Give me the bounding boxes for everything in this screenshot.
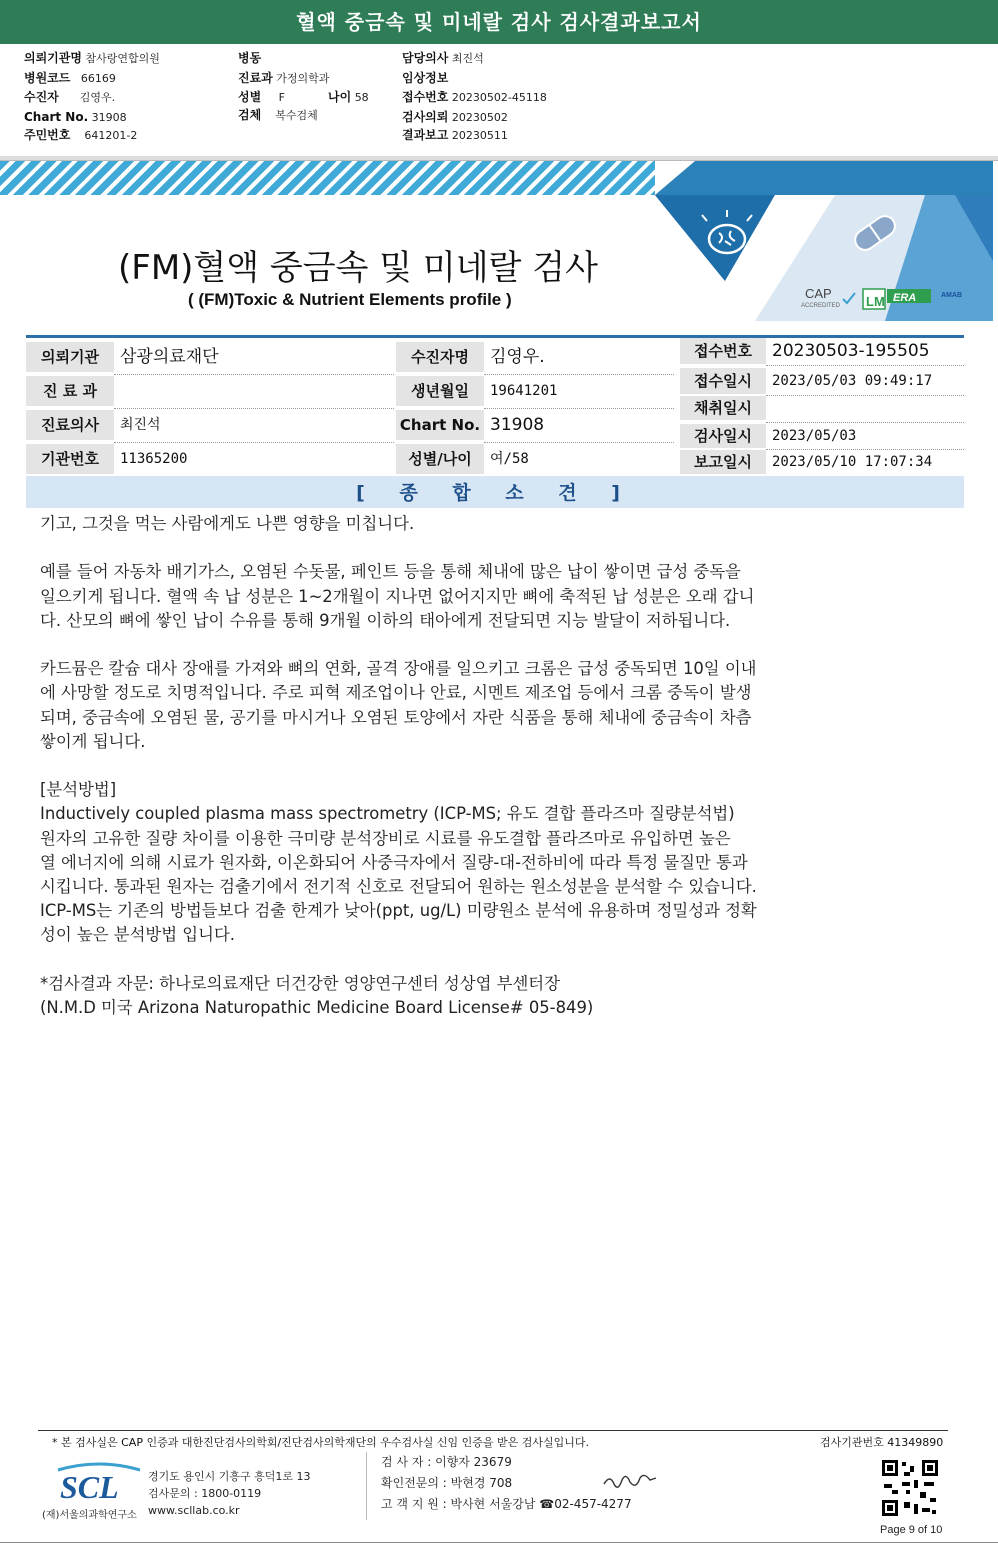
header-key: 진료과 xyxy=(238,71,273,85)
page-number: Page 9 of 10 xyxy=(880,1524,943,1536)
summary-body xyxy=(40,512,900,1020)
summary-line: 되며, 중금속에 오염된 물, 공기를 마시거나 오염된 토양에서 자란 식품을 통해 체내에 중금속이 차츰 xyxy=(40,707,752,727)
header-key: 접수번호 xyxy=(402,90,449,104)
label-receipt-date: 접수일시 xyxy=(680,368,766,394)
summary-line: [분석방법] xyxy=(40,780,117,800)
summary-line: 열 에너지에 의해 시료가 원자화, 이온화되어 사중극자에서 질량-대-전하비에 따라 특정 물질만 통과 xyxy=(40,852,748,872)
summary-line: 에 사망할 정도로 치명적입니다. 주로 피혁 제조업이나 안료, 시멘트 제조업 등에서 크롬 중독이 발생 xyxy=(40,683,752,703)
header-value: 최진석 xyxy=(451,52,484,65)
header-key: 성별 xyxy=(238,90,262,104)
header-key: 병원코드 xyxy=(24,71,71,85)
value-inst-no: 11365200 xyxy=(120,451,188,467)
label-inst-no: 기관번호 xyxy=(26,444,114,474)
footer-divider xyxy=(38,1430,948,1431)
footer-phone: 검사문의 : 1800-0119 xyxy=(148,1487,262,1500)
label-receipt-no: 접수번호 xyxy=(680,338,766,364)
footer-address: 경기도 용인시 기흥구 흥덕1로 13 xyxy=(148,1470,311,1483)
header-value: 58 xyxy=(354,91,369,104)
header-value: 참사랑연합의원 xyxy=(85,52,160,65)
cap-logo: CAP xyxy=(805,286,832,301)
value-collect-date xyxy=(766,396,970,420)
footer-registration-number: 검사기관번호 41349890 xyxy=(820,1436,944,1449)
footer-address-block xyxy=(148,1468,311,1519)
footer-website[interactable]: www.scllab.co.kr xyxy=(148,1504,240,1517)
label-patient-name: 수진자명 xyxy=(396,342,484,372)
header-value: 641201-2 xyxy=(84,129,138,142)
summary-line: 예를 들어 자동차 배기가스, 오염된 수돗물, 페인트 등을 통해 체내에 많은 납이 쌓이면 급성 중독을 xyxy=(40,562,741,582)
footer-org-name: (재)서울의과학연구소 xyxy=(42,1510,137,1521)
label-department: 진 료 과 xyxy=(26,376,114,406)
header-key: 수진자 xyxy=(24,90,59,104)
label-birth: 생년월일 xyxy=(396,376,484,406)
scl-logo xyxy=(54,1460,144,1504)
label-chart-no: Chart No. xyxy=(396,410,484,440)
summary-line xyxy=(40,948,900,972)
label-institution: 의뢰기관 xyxy=(26,342,114,372)
patient-info-table xyxy=(26,335,964,476)
header-key: 나이 xyxy=(328,90,352,104)
header-value: 20230502 xyxy=(451,111,508,124)
label-doctor: 진료의사 xyxy=(26,410,114,440)
title-graphic xyxy=(655,161,993,321)
svg-text:SCL: SCL xyxy=(60,1469,119,1504)
page-subtitle: ( (FM)Toxic & Nutrient Elements profile ) xyxy=(188,290,512,309)
header-key: 결과보고 xyxy=(402,128,449,142)
header-value: F xyxy=(278,91,285,104)
footer-certification-note: * 본 검사실은 CAP 인증과 대한진단검사의학회/진단검사의학재단의 우수검사실 신임 인증을 받은 검사실입니다. xyxy=(52,1436,590,1449)
header-value: 복수검체 xyxy=(275,109,318,122)
header-key: 병동 xyxy=(238,51,262,65)
value-sex-age: 여/58 xyxy=(490,451,529,467)
summary-line: *검사결과 자문: 하나로의료재단 더건강한 영양연구센터 성상엽 부센터장 xyxy=(40,973,560,993)
cap-logo-sub: ACCREDITED xyxy=(801,303,841,309)
header-value: 20230511 xyxy=(451,129,508,142)
header-value: 31908 xyxy=(91,111,127,124)
footer-staff-line: 고 객 지 원 : 박사현 서울강남 ☎02-457-4277 xyxy=(381,1497,632,1511)
summary-line: 원자의 고유한 질량 차이를 이용한 극미량 분석장비로 시료를 유도결합 플라즈마로 유입하면 높은 xyxy=(40,828,731,848)
page-title: (FM)혈액 중금속 및 미네랄 검사 xyxy=(118,248,598,288)
value-doctor: 최진석 xyxy=(120,417,161,433)
report-header-info xyxy=(0,44,998,156)
summary-heading: [ 종 합 소 견 ] xyxy=(26,476,964,508)
summary-line: 기고, 그것을 먹는 사람에게도 나쁜 영향을 미칩니다. xyxy=(40,514,415,533)
label-sex-age: 성별/나이 xyxy=(396,444,484,474)
qr-code-icon xyxy=(880,1458,940,1518)
header-key: 검체 xyxy=(238,108,262,122)
label-test-date: 검사일시 xyxy=(680,424,766,448)
summary-line: (N.M.D 미국 Arizona Naturopathic Medicine Board License# 05-849) xyxy=(40,998,594,1017)
summary-line: ICP-MS는 기존의 방법들보다 검출 한계가 낮아(ppt, ug/L) 미량원소 분석에 유용하며 정밀성과 정확 xyxy=(40,901,757,921)
bottom-divider xyxy=(0,1542,998,1543)
summary-line xyxy=(40,754,900,778)
value-receipt-no: 20230503-195505 xyxy=(772,341,930,361)
summary-line: 일으키게 됩니다. 혈액 속 납 성분은 1~2개월이 지나면 없어지지만 뼈에 축적된 납 성분은 오래 갑니 xyxy=(40,586,755,606)
svg-text:ERA: ERA xyxy=(893,292,917,304)
summary-line: 쌓이게 됩니다. xyxy=(40,731,146,751)
footer-staff-line: 검 사 자 : 이향자 23679 xyxy=(381,1455,512,1469)
value-institution: 삼광의료재단 xyxy=(120,347,219,367)
header-key: 검사의뢰 xyxy=(402,110,449,124)
header-value: 김영우. xyxy=(79,91,116,104)
report-banner-title: 혈액 중금속 및 미네랄 검사 검사결과보고서 xyxy=(0,0,998,44)
header-key: 의뢰기관명 xyxy=(24,51,82,65)
summary-line: 시킵니다. 통과된 원자는 검출기에서 전기적 신호로 전달되어 원하는 원소성분을 분석할 수 있습니다. xyxy=(40,877,757,896)
header-value: 가정의학과 xyxy=(276,72,330,85)
summary-line: 성이 높은 분석방법 입니다. xyxy=(40,925,236,945)
header-value: 20230502-45118 xyxy=(451,91,547,104)
amab-logo: AMAB xyxy=(941,292,962,299)
summary-line xyxy=(40,633,900,657)
header-key: Chart No. xyxy=(24,110,89,124)
value-receipt-date: 2023/05/03 09:49:17 xyxy=(772,373,933,389)
value-test-date: 2023/05/03 xyxy=(772,428,857,444)
header-key: 담당의사 xyxy=(402,51,449,65)
summary-line: 카드뮴은 칼슘 대사 장애를 가져와 뼈의 연화, 골격 장애를 일으키고 크롬은 급성 중독되면 10일 이내 xyxy=(40,659,757,679)
svg-text:LM: LM xyxy=(866,294,885,309)
header-key: 임상정보 xyxy=(402,71,449,85)
footer-staff-line: 확인전문의 : 박현경 708 xyxy=(381,1476,513,1490)
value-patient-name: 김영우. xyxy=(490,347,545,367)
signature-icon xyxy=(600,1470,660,1494)
header-value: 66169 xyxy=(80,72,116,85)
summary-line: Inductively coupled plasma mass spectrometry (ICP-MS; 유도 결합 플라즈마 질량분석법) xyxy=(40,804,735,824)
value-birth: 19641201 xyxy=(490,383,558,399)
summary-line xyxy=(40,536,900,560)
label-report-date: 보고일시 xyxy=(680,450,766,474)
value-department xyxy=(114,376,400,406)
header-key: 주민번호 xyxy=(24,128,71,142)
decorative-stripe xyxy=(0,161,660,195)
label-collect-date: 채취일시 xyxy=(680,396,766,420)
value-chart-no: 31908 xyxy=(490,415,545,435)
summary-line: 다. 산모의 뼈에 쌓인 납이 수유를 통해 9개월 이하의 태아에게 전달되면 지능 발달이 저하됩니다. xyxy=(40,610,731,630)
value-report-date: 2023/05/10 17:07:34 xyxy=(772,454,933,470)
